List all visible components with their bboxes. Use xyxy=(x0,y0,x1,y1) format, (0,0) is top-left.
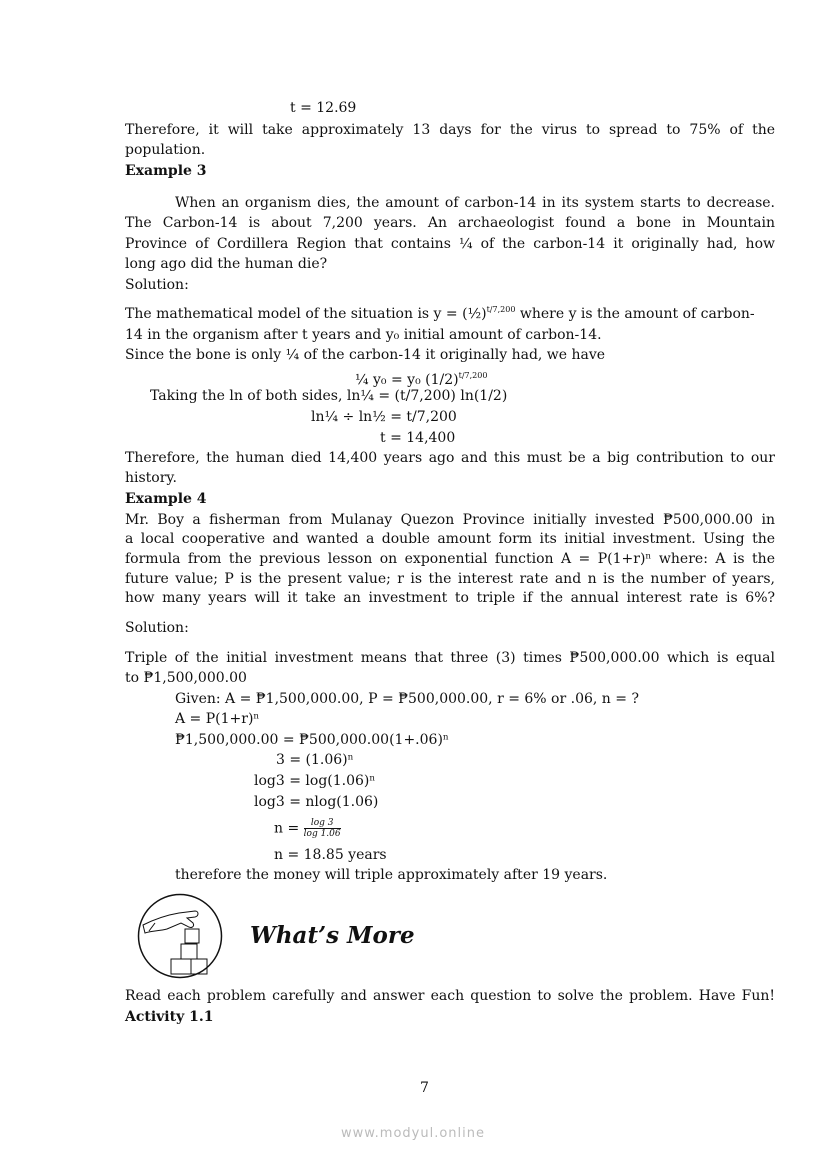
fraction-equation xyxy=(274,818,341,839)
paragraph-line: The Carbon-14 is about 7,200 years. An archaeologist found a bone in Mountain xyxy=(125,215,775,231)
paragraph-line: Read each problem carefully and answer each question to solve the problem. Have Fun! xyxy=(125,988,775,1004)
paragraph-line: Therefore, it will take approximately 13 days for the virus to spread to 75% of the xyxy=(125,122,775,138)
paragraph-line: Therefore, the human died 14,400 years ago and this must be a big contribution to our xyxy=(125,450,775,466)
equation-text: n = xyxy=(274,820,304,837)
equation: n = 18.85 years xyxy=(274,847,387,863)
equation: t = 12.69 xyxy=(290,100,357,116)
solution-label: Solution: xyxy=(125,620,189,636)
paragraph-line: long ago did the human die? xyxy=(125,256,328,272)
equation-text: ¼ y₀ = y₀ (1/2) xyxy=(355,372,459,388)
fraction xyxy=(304,818,341,839)
model-text: where y is the amount of carbon- xyxy=(515,306,755,322)
denominator: log 1.06 xyxy=(303,829,341,839)
model-line xyxy=(125,300,775,324)
paragraph-line: to ₱1,500,000.00 xyxy=(125,670,247,686)
paragraph-line: population. xyxy=(125,142,206,158)
paragraph-line: Province of Cordillera Region that contains ¼ of the carbon-14 it originally had, how xyxy=(125,236,775,252)
page-number: 7 xyxy=(420,1080,429,1096)
paragraph-line: 14 in the organism after t years and y₀ initial amount of carbon-14. xyxy=(125,327,602,343)
equation: ln¼ ÷ ln½ = t/7,200 xyxy=(311,409,457,425)
equation: Given: A = ₱1,500,000.00, P = ₱500,000.00, r = 6% or .06, n = ? xyxy=(175,691,639,707)
section-title: What’s More xyxy=(250,922,415,949)
solution-label: Solution: xyxy=(125,277,189,293)
activity-heading: Activity 1.1 xyxy=(125,1009,214,1025)
equation: 3 = (1.06)ⁿ xyxy=(276,752,354,768)
equation: t = 14,400 xyxy=(380,430,456,446)
paragraph-line: history. xyxy=(125,470,177,486)
paragraph-line: a local cooperative and wanted a double amount form its initial investment. Using the xyxy=(125,531,775,547)
model-text: The mathematical model of the situation is y = (½) xyxy=(125,306,487,322)
equation: Taking the ln of both sides, ln¼ = (t/7,200) ln(1/2) xyxy=(150,388,508,404)
equation: log3 = log(1.06)ⁿ xyxy=(254,773,376,789)
paragraph-line: how many years will it take an investment to triple if the annual interest rate is 6%? xyxy=(125,590,775,606)
paragraph-line: Triple of the initial investment means that three (3) times ₱500,000.00 which is equal xyxy=(125,650,775,666)
paragraph-line: Since the bone is only ¼ of the carbon-14 it originally had, we have xyxy=(125,347,606,363)
paragraph-line: formula from the previous lesson on exponential function A = P(1+r)ⁿ where: A is the xyxy=(125,551,775,567)
paragraph-line: future value; P is the present value; r is the interest rate and n is the number of years, xyxy=(125,571,775,587)
equation: A = P(1+r)ⁿ xyxy=(175,711,260,727)
paragraph-line: therefore the money will triple approximately after 19 years. xyxy=(175,867,608,883)
equation: ₱1,500,000.00 = ₱500,000.00(1+.06)ⁿ xyxy=(175,732,449,748)
exponent: t/7,200 xyxy=(458,371,488,380)
paragraph-line: Mr. Boy a fisherman from Mulanay Quezon Province initially invested ₱500,000.00 in xyxy=(125,512,775,528)
exponent: t/7,200 xyxy=(486,305,516,314)
example-heading: Example 3 xyxy=(125,163,207,179)
watermark: www.modyul.online xyxy=(340,1126,486,1141)
numerator: log 3 xyxy=(304,818,341,829)
example-heading: Example 4 xyxy=(125,491,207,507)
paragraph-line: When an organism dies, the amount of carbon-14 in its system starts to decrease. xyxy=(175,195,775,211)
equation: log3 = nlog(1.06) xyxy=(254,794,379,810)
hand-blocks-icon xyxy=(137,893,223,979)
